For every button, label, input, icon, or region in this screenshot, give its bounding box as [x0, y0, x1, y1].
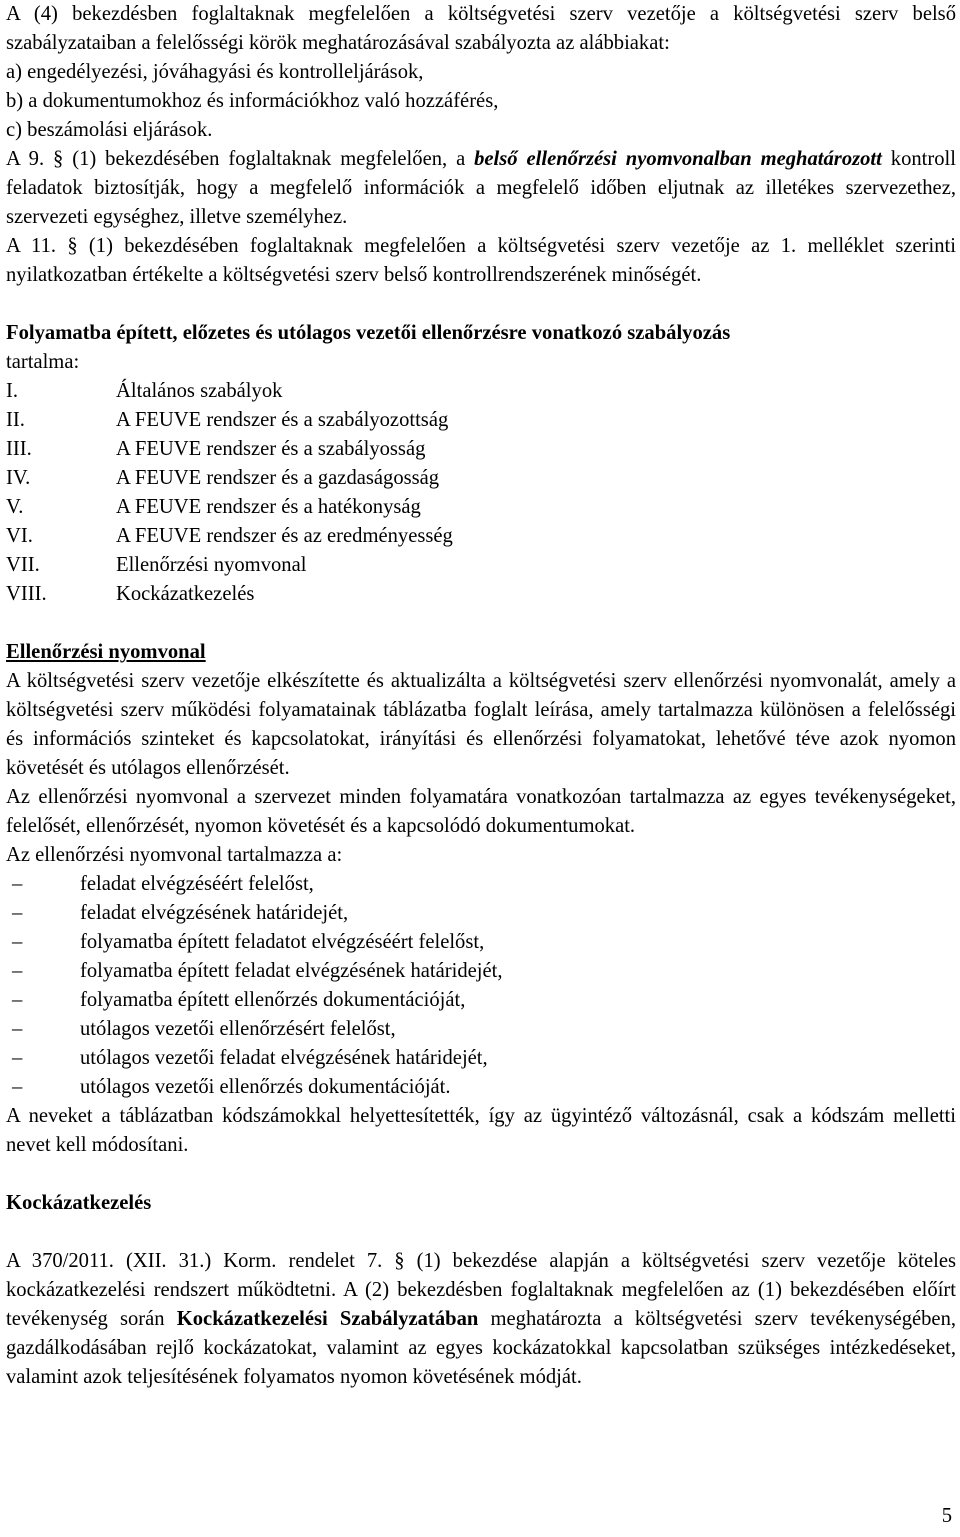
intro-paragraph-2-start: A 9. § (1) bekezdésében foglaltaknak megfelelően, a — [6, 148, 475, 170]
list-item — [6, 435, 956, 464]
audit-trail-paragraph-4: A neveket a táblázatban kódszámokkal helyettesítették, így az ügyintéző változásnál, csak a kódszám melletti nevet kell módosítani. — [6, 1105, 956, 1156]
intro-paragraph-3: A 11. § (1) bekezdésében foglaltaknak megfelelően a költségvetési szerv vezetője az 1. melléklet szerinti nyilatkozatban értékelte a költségvetési szerv belső kontrollrendszerének minőségét. — [6, 235, 956, 286]
list-item-number: VIII. — [6, 583, 47, 605]
list-item-text: Kockázatkezelés — [116, 583, 255, 605]
intro-section — [6, 0, 956, 290]
dash-bullet: – — [12, 902, 23, 924]
contents-subtitle: tartalma: — [6, 351, 80, 373]
list-item-text: feladat elvégzésének határidejét, — [80, 902, 349, 924]
list-item-text: A FEUVE rendszer és a hatékonyság — [116, 496, 421, 518]
risk-paragraph-end: meghatározta a költségvetési szerv tevékenységében, gazdálkodásában rejlő kockázatokat, valamint az egyes kockázatokkal kapcsolatban szükséges intézkedéseket, valamint azok teljesítésének folyamatos nyomon követésének módját. — [6, 1308, 957, 1388]
dash-bullet: – — [12, 1076, 23, 1098]
dash-bullet: – — [12, 960, 23, 982]
contents-section — [6, 319, 956, 609]
list-item-number: IV. — [6, 467, 31, 489]
list-item — [6, 1015, 956, 1044]
list-item-text: utólagos vezetői ellenőrzés dokumentációját. — [80, 1076, 451, 1098]
list-item-number: III. — [6, 438, 32, 460]
audit-trail-paragraph-2: Az ellenőrzési nyomvonal a szervezet minden folyamatára vonatkozóan tartalmazza az egyes tevékenységeket, felelősét, ellenőrzését, nyomon követését és a kapcsolódó dokumentumokat. — [6, 786, 956, 837]
list-item-text: folyamatba épített ellenőrzés dokumentációját, — [80, 989, 466, 1011]
intro-item-c: c) beszámolási eljárások. — [6, 119, 213, 141]
list-item — [6, 522, 956, 551]
list-item — [6, 1044, 956, 1073]
audit-trail-section — [6, 638, 956, 1160]
list-item-text: Ellenőrzési nyomvonal — [116, 554, 307, 576]
dash-bullet: – — [12, 989, 23, 1011]
list-item — [6, 986, 956, 1015]
list-item — [6, 493, 956, 522]
risk-paragraph — [6, 1247, 956, 1392]
list-item — [6, 406, 956, 435]
page-number: 5 — [941, 1505, 952, 1527]
list-item-number: VI. — [6, 525, 33, 547]
list-item — [6, 580, 956, 609]
intro-paragraph-2 — [6, 145, 956, 232]
audit-trail-paragraph-3: Az ellenőrzési nyomvonal tartalmazza a: — [6, 844, 343, 866]
risk-paragraph-start: A 370/2011. (XII. 31.) Korm. rendelet 7. § (1) bekezdése alapján a költségvetési szerv vezetője köteles kockázatkezelési rendszert működtetni. A (2) bekezdésben foglaltaknak megfelelően az (1) bekezdésében előírt tevékenység során — [6, 1250, 956, 1330]
list-item — [6, 464, 956, 493]
dash-bullet: – — [12, 931, 23, 953]
list-item-text: A FEUVE rendszer és az eredményesség — [116, 525, 453, 547]
list-item-number: VII. — [6, 554, 40, 576]
list-item-text: utólagos vezetői ellenőrzésért felelőst, — [80, 1018, 396, 1040]
dash-bullet: – — [12, 1047, 23, 1069]
risk-section — [6, 1189, 956, 1392]
dash-bullet: – — [12, 873, 23, 895]
list-item-text: A FEUVE rendszer és a szabályozottság — [116, 409, 449, 431]
list-item — [6, 1073, 956, 1102]
list-item — [6, 870, 956, 899]
intro-paragraph-2-end: kontroll feladatok biztosítják, hogy a megfelelő információk a megfelelő időben eljutnak az illetékes szervezethez, szervezeti egységhez, illetve személyhez. — [6, 148, 956, 228]
list-item-number: I. — [6, 380, 19, 402]
audit-trail-paragraph-1: A költségvetési szerv vezetője elkészítette és aktualizálta a költségvetési szerv ellenőrzési nyomvonalát, amely a költségvetési szerv működési folyamatainak táblázatba foglalt leírása, amely tartalmazza különösen a felelősségi és információs szinteket és kapcsolatokat, irányítási és ellenőrzési folyamatokat, lehetővé téve azok nyomon követését és utólagos ellenőrzését. — [6, 670, 956, 779]
dash-bullet: – — [12, 1018, 23, 1040]
list-item-number: V. — [6, 496, 24, 518]
list-item — [6, 551, 956, 580]
list-item — [6, 957, 956, 986]
list-item — [6, 377, 956, 406]
risk-heading: Kockázatkezelés — [6, 1192, 152, 1214]
intro-paragraph-2-emphasis: belső ellenőrzési nyomvonalban meghatározott — [474, 148, 882, 170]
audit-trail-heading: Ellenőrzési nyomvonal — [6, 641, 206, 663]
audit-trail-list — [6, 870, 956, 1102]
list-item-text: A FEUVE rendszer és a gazdaságosság — [116, 467, 440, 489]
list-item-text: A FEUVE rendszer és a szabályosság — [116, 438, 426, 460]
list-item — [6, 928, 956, 957]
list-item-text: folyamatba épített feladat elvégzésének határidejét, — [80, 960, 503, 982]
list-item-text: folyamatba épített feladatot elvégzéséért felelőst, — [80, 931, 485, 953]
contents-title: Folyamatba épített, előzetes és utólagos vezetői ellenőrzésre vonatkozó szabályozás — [6, 322, 731, 344]
intro-paragraph-1: A (4) bekezdésben foglaltaknak megfelelően a költségvetési szerv vezetője a költségvetési szerv belső szabályzataiban a felelősségi körök meghatározásával szabályozta az alábbiakat: — [6, 3, 956, 54]
contents-list — [6, 377, 956, 609]
intro-item-b: b) a dokumentumokhoz és információkhoz való hozzáférés, — [6, 90, 499, 112]
intro-item-a: a) engedélyezési, jóváhagyási és kontrolleljárások, — [6, 61, 424, 83]
list-item-text: feladat elvégzéséért felelőst, — [80, 873, 314, 895]
list-item — [6, 899, 956, 928]
list-item-text: utólagos vezetői feladat elvégzésének határidejét, — [80, 1047, 488, 1069]
document-page — [6, 0, 956, 1392]
risk-paragraph-bold: Kockázatkezelési Szabályzatában — [176, 1308, 479, 1330]
list-item-number: II. — [6, 409, 25, 431]
list-item-text: Általános szabályok — [116, 380, 283, 402]
